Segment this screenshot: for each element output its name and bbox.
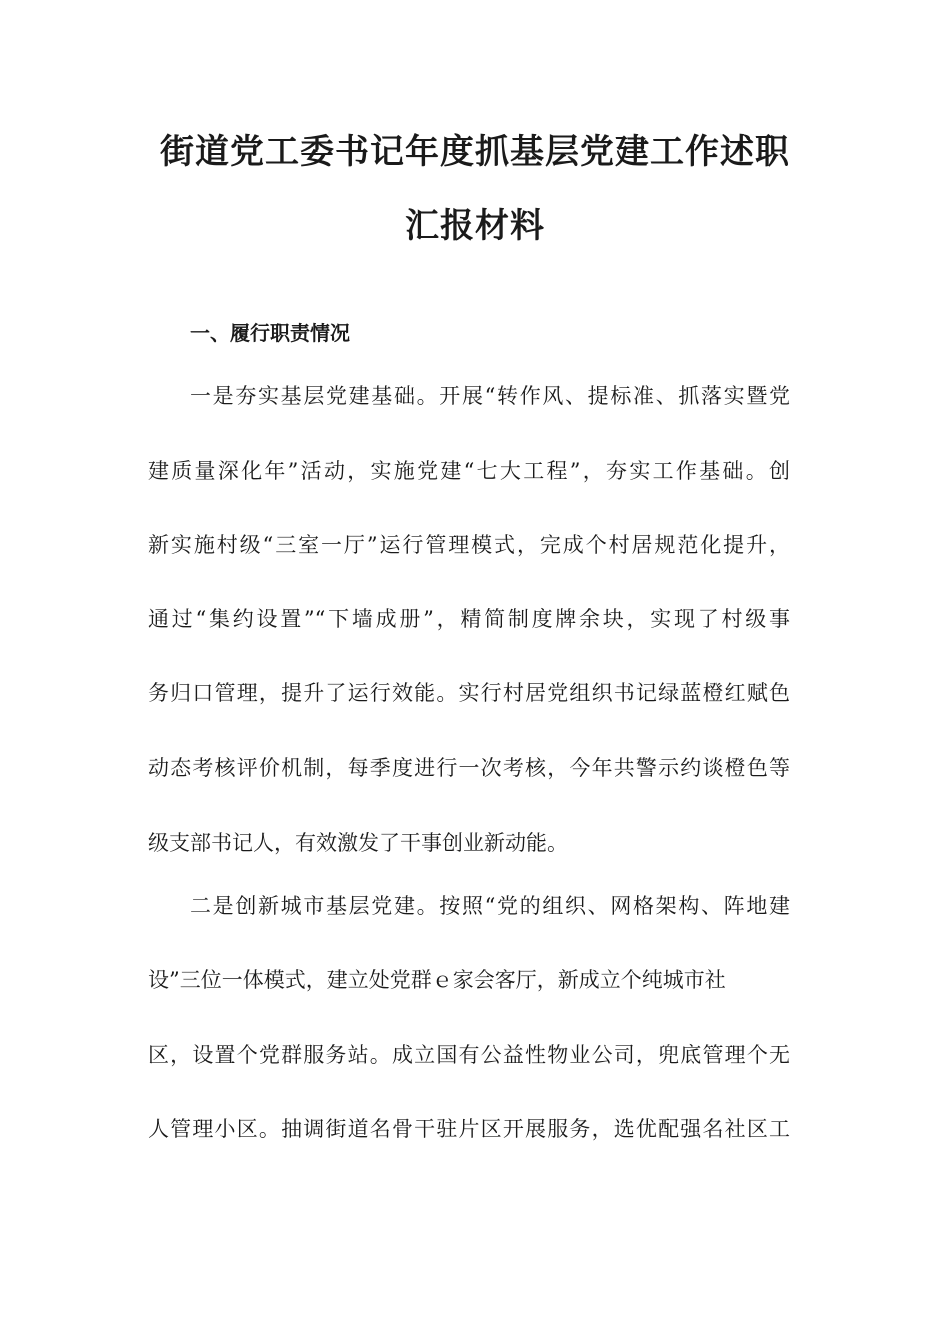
paragraph-1-line: 通过“集约设置”“下墙成册”，精简制度牌余块，实现了村级事 — [148, 607, 790, 631]
section-heading: 一、履行职责情况 — [190, 321, 350, 345]
paragraph-1-line: 一是夯实基层党建基础。开展“转作风、提标准、抓落实暨党 — [190, 384, 790, 408]
document-title-line-1: 街道党工委书记年度抓基层党建工作述职 — [160, 132, 790, 172]
paragraph-2-line: 二是创新城市基层党建。按照“党的组织、网格架构、阵地建 — [190, 894, 790, 918]
paragraph-1-line: 级支部书记人，有效激发了干事创业新动能。 — [148, 831, 568, 855]
document-title-line-2: 汇报材料 — [405, 206, 545, 246]
paragraph-2-line: 人管理小区。抽调街道名骨干驻片区开展服务，选优配强名社区工 — [148, 1117, 790, 1141]
paragraph-1-line: 建质量深化年”活动，实施党建“七大工程”，夯实工作基础。创 — [148, 459, 790, 483]
paragraph-2-line: 区，设置个党群服务站。成立国有公益性物业公司，兜底管理个无 — [148, 1043, 790, 1067]
paragraph-1-line: 动态考核评价机制，每季度进行一次考核，今年共警示约谈橙色等 — [148, 756, 790, 780]
paragraph-1-line: 新实施村级“三室一厅”运行管理模式，完成个村居规范化提升， — [148, 533, 790, 557]
paragraph-2-line: 设”三位一体模式，建立处党群ｅ家会客厅，新成立个纯城市社 — [148, 968, 726, 992]
paragraph-1-line: 务归口管理，提升了运行效能。实行村居党组织书记绿蓝橙红赋色 — [148, 681, 790, 705]
